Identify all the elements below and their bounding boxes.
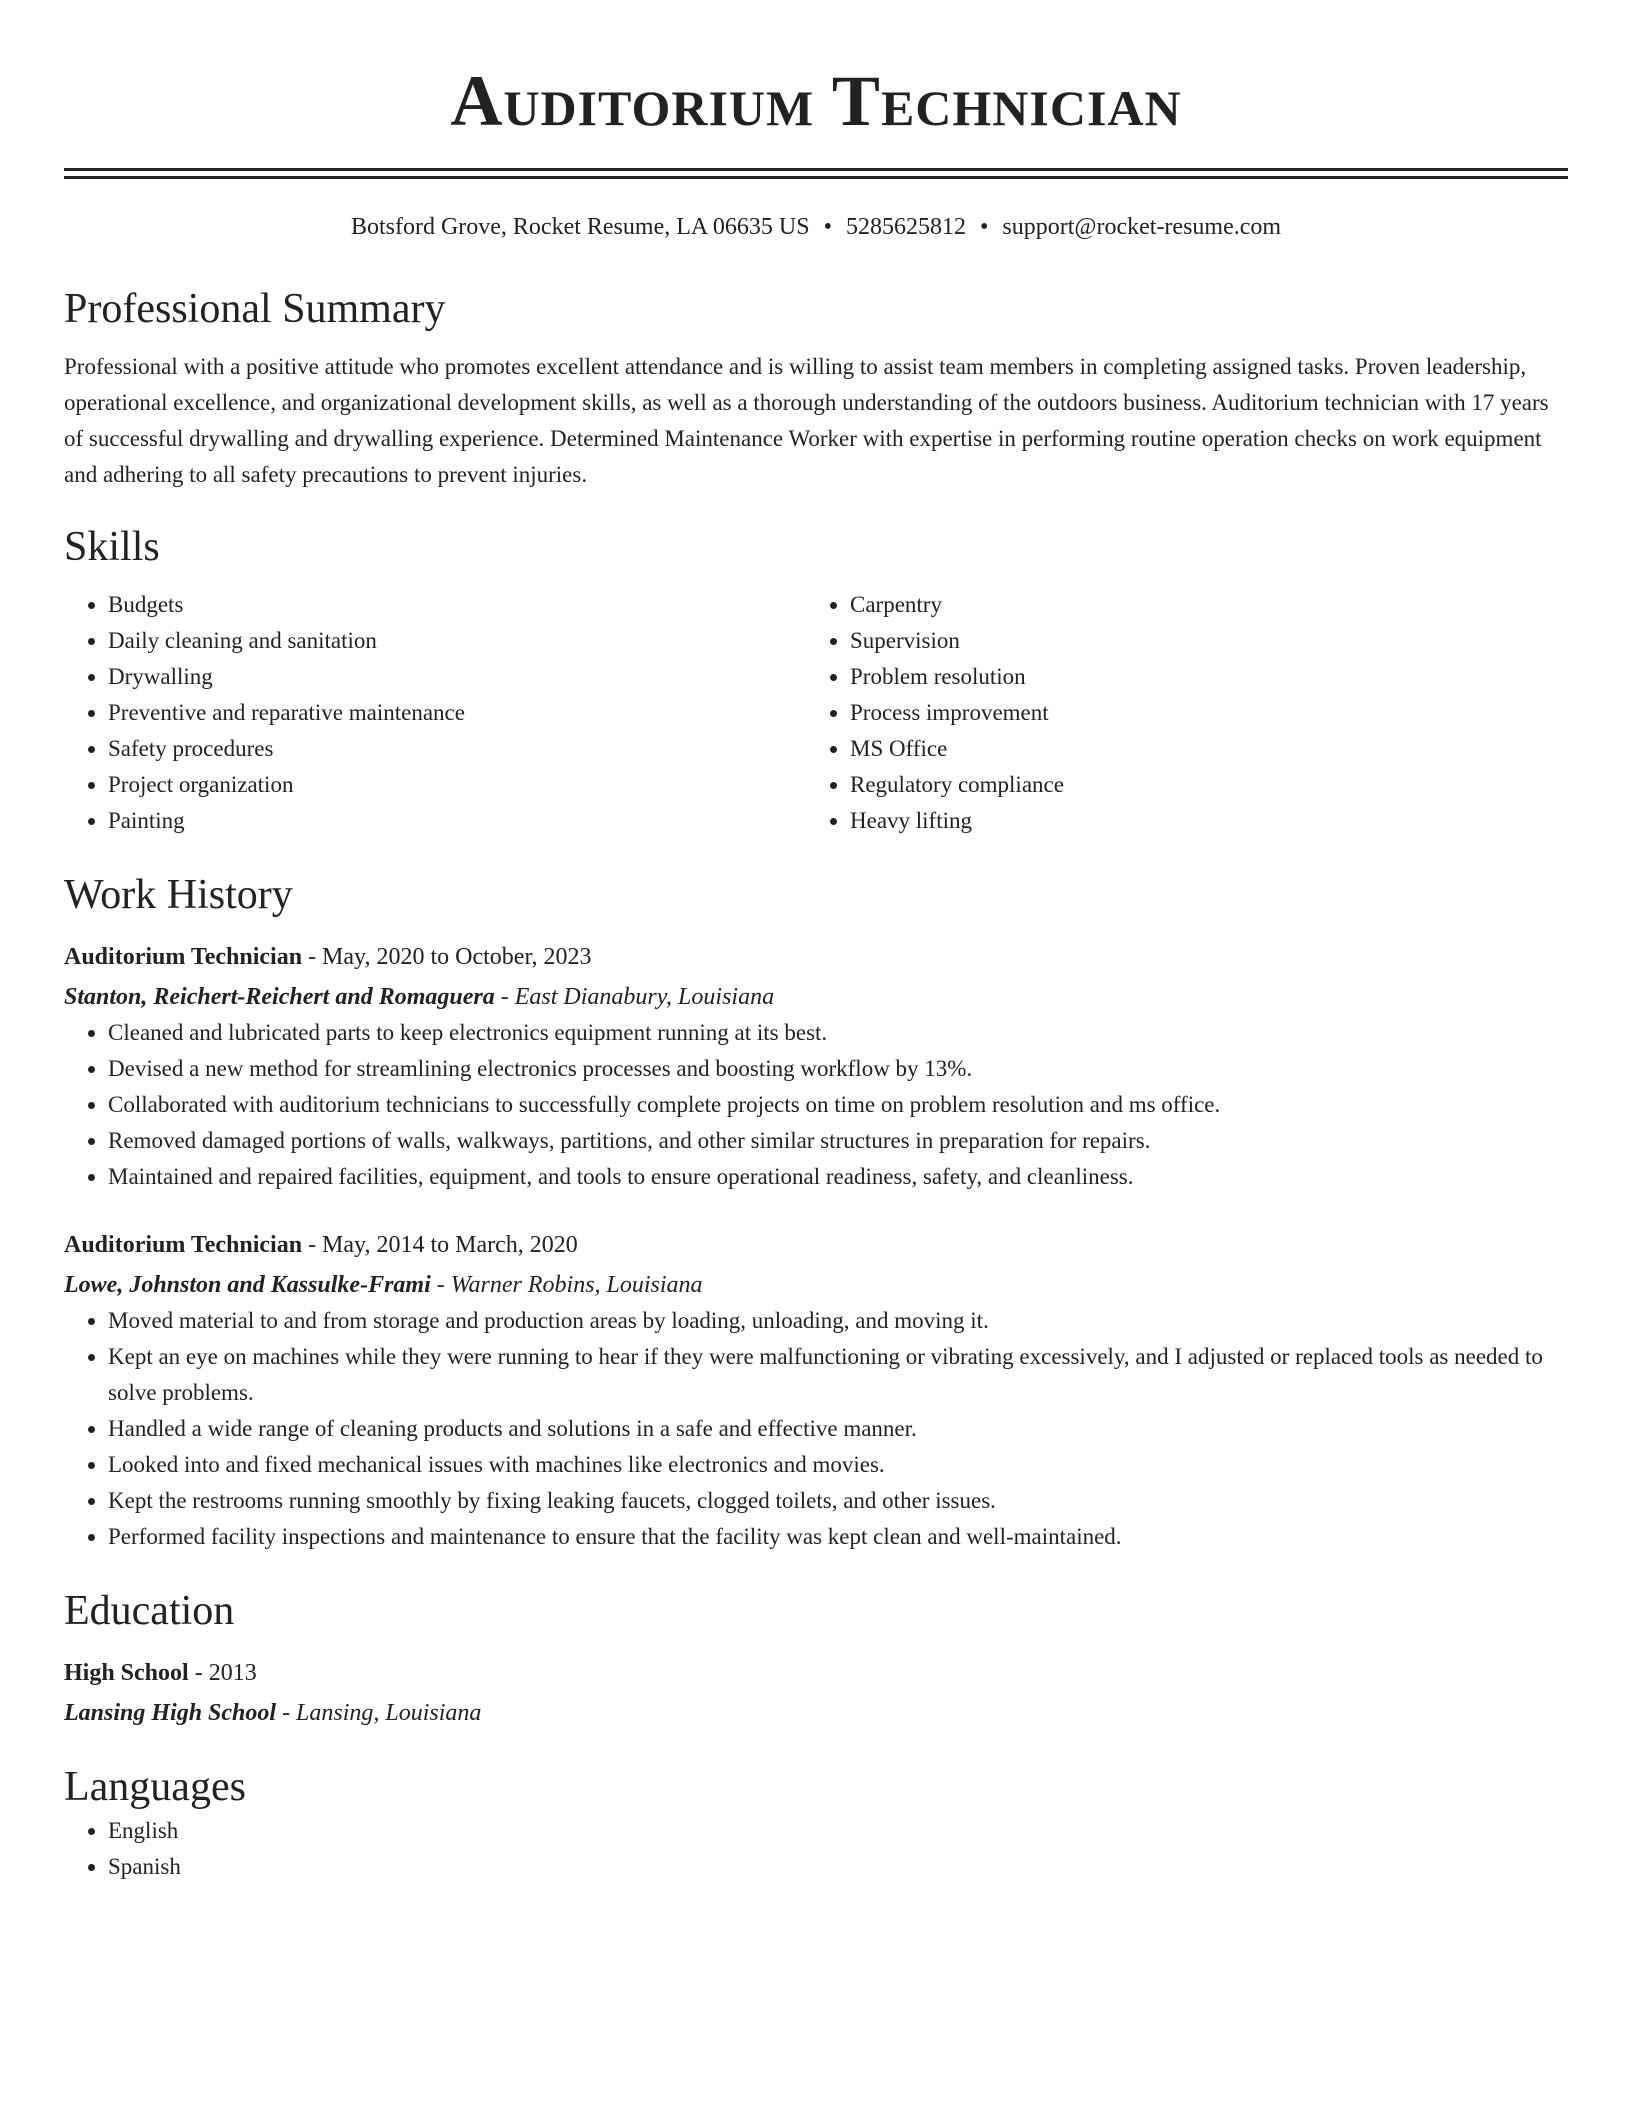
resume-title: Auditorium Technician — [450, 61, 1182, 141]
job-bullet: • Handled a wide range of cleaning products and solutions in a safe and effective manner. — [108, 1411, 1568, 1447]
job-company-line — [64, 1267, 1568, 1303]
skills-column-right — [806, 587, 1548, 839]
education-school: Lansing High School — [64, 1700, 277, 1726]
job-bullet: • Moved material to and from storage and production areas by loading, unloading, and moving it. — [108, 1303, 1568, 1339]
job-bullet: • Devised a new method for streamlining electronics processes and boosting workflow by 13%. — [108, 1051, 1568, 1087]
job-title: Auditorium Technician — [64, 944, 303, 970]
skill-item: • Preventive and reparative maintenance — [108, 695, 806, 731]
title-double-rule — [64, 168, 1568, 179]
contact-separator: • — [823, 214, 832, 240]
language-item: • English — [108, 1813, 1568, 1849]
education-degree-line — [64, 1655, 1568, 1691]
job-bullet: • Maintained and repaired facilities, equipment, and tools to ensure operational readiness, safety, and cleanliness. — [108, 1159, 1568, 1195]
education-year: - 2013 — [188, 1660, 257, 1686]
contact-line — [64, 211, 1568, 243]
skills-column-left — [64, 587, 806, 839]
job-title-line — [64, 939, 1568, 975]
skill-item: • Supervision — [850, 623, 1548, 659]
contact-phone: 5285625812 — [845, 214, 966, 240]
contact-email: support@rocket-resume.com — [1002, 214, 1282, 240]
job-bullet: • Removed damaged portions of walls, walkways, partitions, and other similar structures in preparation for repairs. — [108, 1123, 1568, 1159]
job-entry — [64, 1227, 1568, 1555]
job-dates: - May, 2014 to March, 2020 — [302, 1232, 578, 1258]
job-title: Auditorium Technician — [64, 1232, 303, 1258]
contact-separator: • — [979, 214, 989, 240]
skill-item: • Project organization — [108, 767, 806, 803]
job-bullet: • Collaborated with auditorium technicians to successfully complete projects on time on problem resolution and ms office. — [108, 1087, 1568, 1123]
job-bullet: • Cleaned and lubricated parts to keep electronics equipment running at its best. — [108, 1015, 1568, 1051]
job-bullet: • Kept the restrooms running smoothly by fixing leaking faucets, clogged toilets, and other issues. — [108, 1483, 1568, 1519]
skill-item: • Painting — [108, 803, 806, 839]
job-bullet: • Performed facility inspections and maintenance to ensure that the facility was kept clean and well-maintained. — [108, 1519, 1568, 1555]
education-heading: Education — [64, 1588, 235, 1634]
languages-list — [64, 1813, 1568, 1885]
skill-item: • MS Office — [850, 731, 1548, 767]
job-entry — [64, 939, 1568, 1195]
contact-address: Botsford Grove, Rocket Resume, LA 06635 US — [350, 214, 810, 240]
skill-item: • Daily cleaning and sanitation — [108, 623, 806, 659]
skills-list — [64, 587, 1568, 839]
job-bullets — [64, 1015, 1568, 1195]
job-bullet: • Looked into and fixed mechanical issues with machines like electronics and movies. — [108, 1447, 1568, 1483]
job-location: - Warner Robins, Louisiana — [430, 1272, 703, 1298]
job-company: Lowe, Johnston and Kassulke-Frami — [64, 1272, 431, 1298]
skill-item: • Carpentry — [850, 587, 1548, 623]
language-item: • Spanish — [108, 1849, 1568, 1885]
job-company-line — [64, 979, 1568, 1015]
work-history-heading: Work History — [64, 872, 293, 918]
education-school-line — [64, 1695, 1568, 1731]
education-degree: High School — [64, 1660, 189, 1686]
job-bullet: • Kept an eye on machines while they were running to hear if they were malfunctioning or vibrating excessively, and I adjusted or replaced tools as needed to solve problems. — [108, 1339, 1568, 1411]
languages-heading: Languages — [64, 1764, 246, 1810]
job-company: Stanton, Reichert-Reichert and Romaguera — [64, 984, 495, 1010]
skills-heading: Skills — [64, 524, 160, 570]
summary-text: Professional with a positive attitude who promotes excellent attendance and is willing to assist team members in completing assigned tasks. Proven leadership, operational excellence, and organizational development skills, as well as a thorough understanding of the outdoors business. Auditorium technician with 17 years of successful drywalling and drywalling experience. Determined Maintenance Worker with expertise in performing routine operation checks on work equipment and adhering to all safety precautions to prevent injuries. — [64, 354, 1549, 487]
skill-item: • Budgets — [108, 587, 806, 623]
skill-item: • Problem resolution — [850, 659, 1548, 695]
skill-item: • Process improvement — [850, 695, 1548, 731]
skill-item: • Safety procedures — [108, 731, 806, 767]
job-bullets — [64, 1303, 1568, 1555]
job-location: - East Dianabury, Louisiana — [494, 984, 775, 1010]
skill-item: • Drywalling — [108, 659, 806, 695]
summary-heading: Professional Summary — [64, 286, 446, 332]
job-title-line — [64, 1227, 1568, 1263]
education-location: - Lansing, Louisiana — [276, 1700, 482, 1726]
skill-item: • Heavy lifting — [850, 803, 1548, 839]
job-dates: - May, 2020 to October, 2023 — [302, 944, 592, 970]
skill-item: • Regulatory compliance — [850, 767, 1548, 803]
